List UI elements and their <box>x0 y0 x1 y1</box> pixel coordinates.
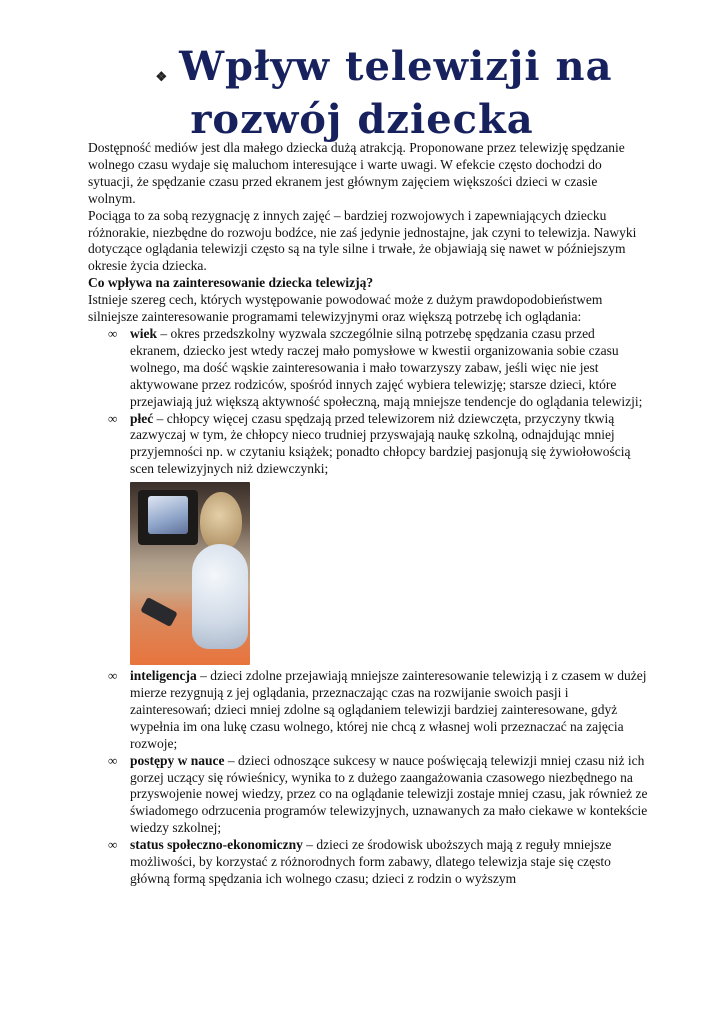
tv-shape <box>138 490 198 545</box>
list-item <box>88 326 648 411</box>
infinity-bullet-icon: ∞ <box>108 410 118 426</box>
list-item-term: postępy w nauce <box>130 752 225 768</box>
list-item <box>88 668 648 753</box>
diamond-bullet-icon: ❖ <box>155 70 168 85</box>
list-item <box>88 837 648 888</box>
list-item-term: wiek <box>130 325 157 341</box>
document-body <box>88 140 648 888</box>
document-title <box>0 42 724 145</box>
lead-paragraph: Istnieje szereg cech, których występowanie powodować może z dużym prawdopodobieństwem silniejsze zainteresowanie programami telewizyjnymi oraz większą potrzebę ich oglądania: <box>88 292 603 325</box>
title-line-2: rozwój dziecka <box>190 96 534 143</box>
factor-list <box>88 326 648 478</box>
child-head-shape <box>200 492 242 550</box>
list-item <box>88 753 648 838</box>
infinity-bullet-icon: ∞ <box>108 752 118 768</box>
list-item-term: status społeczno-ekonomiczny <box>130 837 303 853</box>
title-line-1 <box>22 42 724 95</box>
list-item-text: – dzieci zdolne przejawiają mniejsze zainteresowanie telewizją i z czasem w dużej mierze rezygnują z jej oglądania, przeznaczając czas na rozwijanie swoich pasji i zainteresowań; dzieci mniej zdolne są oglądaniem telewizji bardziej zainteresowane, gdyż wypełnia im ona lukę czasu wolnego, której nie chcą z własnej woli przeznaczać na zajęcia rozwoje; <box>130 668 647 751</box>
list-item-term: inteligencja <box>130 668 197 684</box>
infinity-bullet-icon: ∞ <box>108 668 118 684</box>
list-item <box>88 411 648 479</box>
section-question: Co wpływa na zainteresowanie dziecka telewizją? <box>88 275 374 291</box>
list-item-text: – dzieci ze środowisk uboższych mają z reguły mniejsze możliwości, by korzystać z różnorodnych form zabawy, dlatego telewizja staje się często główną formą spędzania ich wolnego czasu; dzieci z rodzin o wyższym <box>130 837 612 886</box>
intro-paragraph-1: Dostępność mediów jest dla małego dziecka dużą atrakcją. Proponowane przez telewizję spędzanie wolnego czasu wydaje się maluchom interesujące i warte uwagi. W efekcie często dochodzi do sytuacji, że spędzanie czasu przed ekranem jest głównym zajęciem większości dzieci w czasie wolnym. <box>88 140 625 206</box>
infinity-bullet-icon: ∞ <box>108 325 118 341</box>
list-item-term: płeć <box>130 410 154 426</box>
intro-paragraph-2: Pociąga to za sobą rezygnację z innych zajęć – bardziej rozwojowych i zapewniających dziecku różnorakie, niezbędne do rozwoju bodźce, nie zaś jedynie jednostajne, jak czyni to telewizja. Nawyki dotyczące oglądania telewizji często są na tyle silne i trwałe, że objawiają się nawet w późniejszym okresie życia dziecka. <box>88 207 637 274</box>
factor-list-continued <box>88 668 648 888</box>
tv-screen-shape <box>148 496 188 534</box>
remote-control-shape <box>140 597 178 627</box>
child-body-shape <box>192 544 248 649</box>
child-watching-tv-photo <box>130 482 250 665</box>
title-line-1-text: Wpływ telewizji na <box>179 43 613 90</box>
infinity-bullet-icon: ∞ <box>108 837 118 853</box>
list-item-text: – dzieci odnoszące sukcesy w nauce poświęcają telewizji mniej czasu niż ich gorzej uczący się rówieśnicy, wynika to z dużego zaangażowania czasowego niezbędnego na przyswojenie nowej wiedzy, przez co na oglądanie telewizji zostaje mniej czasu, jak również ze świadomego odrzucenia programów telewizyjnych, uznawanych za mało ciekawe w kontekście wiedzy szkolnej; <box>130 752 648 836</box>
list-item-text: – okres przedszkolny wyzwala szczególnie silną potrzebę spędzania czasu przed ekranem, dziecko jest wtedy raczej mało pomysłowe w kwestii organizowania sobie czasu wolnego, ma dość wąskie zainteresowania i mało towarzyszy zabaw, jeśli więc nie jest aktywowane przez rodziców, spośród innych zajęć wybiera telewizję; starsze dzieci, które przejawiają już większą aktywność społeczną, mają mniejsze tendencje do oglądania telewizji; <box>130 325 643 409</box>
list-item-text: – chłopcy więcej czasu spędzają przed telewizorem niż dziewczęta, przyczyny tkwią zazwyczaj w tym, że chłopcy nieco trudniej przyswajają naukę szkolną, odnajdując mniej przyjemności np. w czytaniu książek; ponadto chłopcy bardziej pasjonują się żywiołowością scen telewizyjnych niż dziewczynki; <box>130 410 631 477</box>
